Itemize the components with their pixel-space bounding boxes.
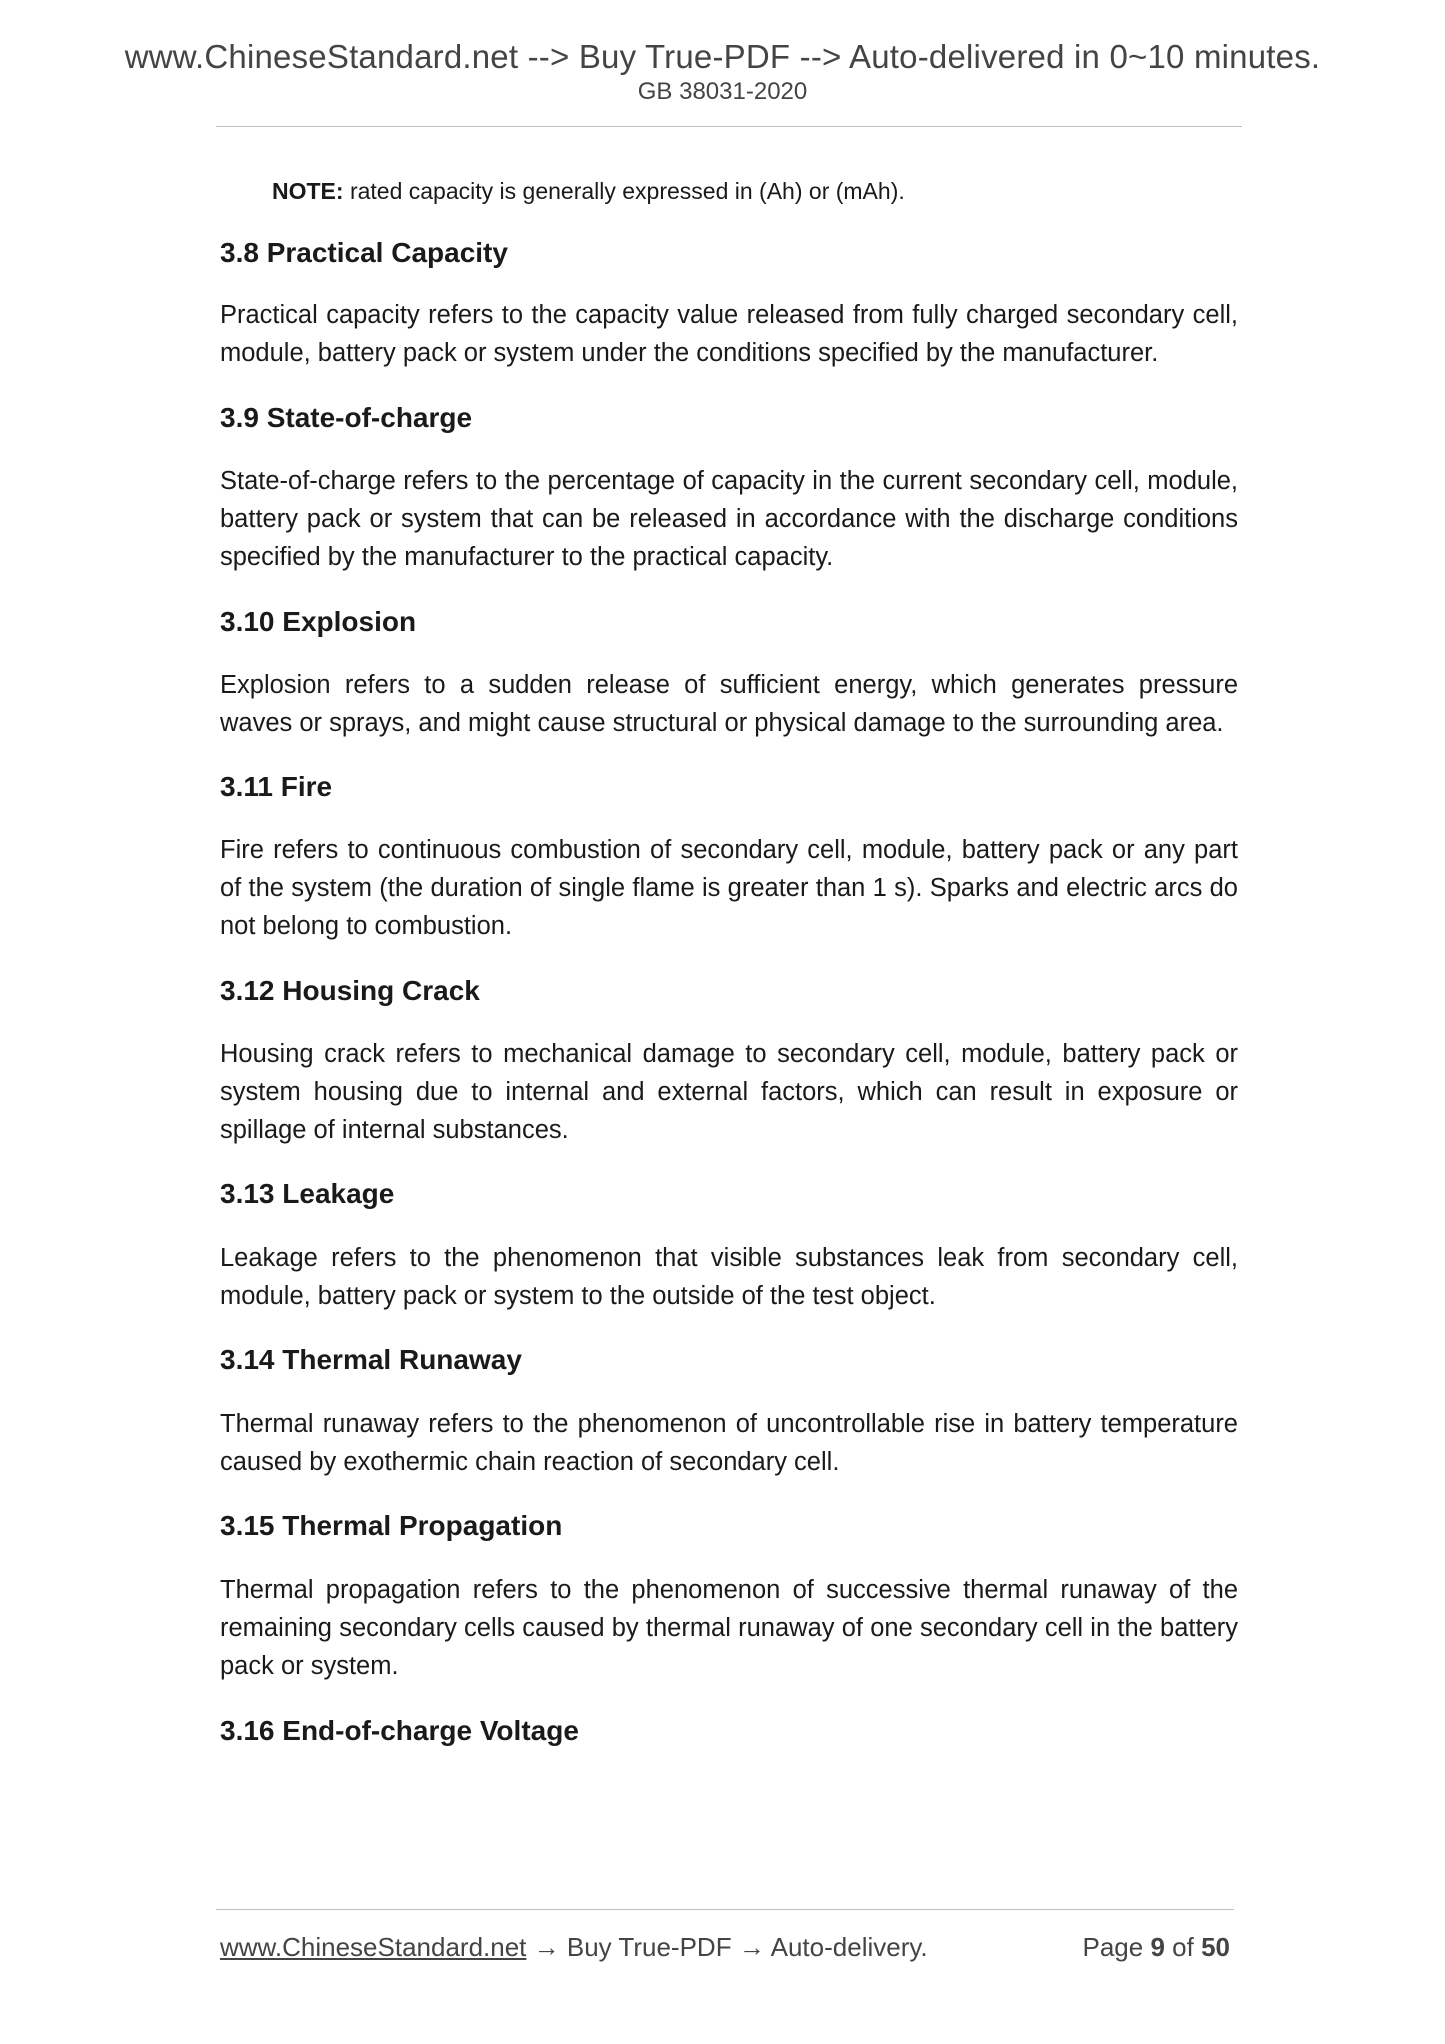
section-body-3-15: Thermal propagation refers to the phenomenon of successive thermal runaway of the remaining secondary cells caused by thermal runaway of one secondary cell in the battery pack or system.: [220, 1576, 1238, 1680]
section-body-3-9: State-of-charge refers to the percentage of capacity in the current secondary cell, module, battery pack or system that can be released in accordance with the discharge conditions specified by the manufacturer to the practical capacity.: [220, 467, 1238, 571]
note: [272, 172, 1238, 210]
section-body-3-13: Leakage refers to the phenomenon that visible substances leak from secondary cell, module, battery pack or system to the outside of the test object.: [220, 1244, 1238, 1310]
section-heading-3-9: 3.9 State-of-charge: [220, 402, 473, 433]
section-heading-3-10: 3.10 Explosion: [220, 606, 417, 637]
page-label: Page: [1082, 1932, 1144, 1962]
section-heading-3-14: 3.14 Thermal Runaway: [220, 1344, 522, 1375]
page-indicator: [1082, 1932, 1230, 1963]
standard-number: GB 38031-2020: [637, 78, 808, 105]
arrow-right-icon: →: [533, 1932, 560, 1962]
page-footer: [220, 1932, 1230, 1968]
page-current: 9: [1150, 1932, 1165, 1962]
section-heading-3-16: 3.16 End-of-charge Voltage: [220, 1715, 579, 1746]
footer-links: [220, 1932, 928, 1963]
section-heading-3-15: 3.15 Thermal Propagation: [220, 1510, 563, 1541]
header-divider: [216, 126, 1242, 127]
footer-divider: [216, 1909, 1234, 1910]
footer-site-link[interactable]: www.ChineseStandard.net: [220, 1932, 527, 1962]
section-heading-3-8: 3.8 Practical Capacity: [220, 237, 508, 268]
footer-buy-text: Buy True-PDF: [566, 1932, 732, 1962]
section-body-3-11: Fire refers to continuous combustion of secondary cell, module, battery pack or any part of the system (the duration of single flame is greater than 1 s). Sparks and electric arcs do not belong to combustion.: [220, 836, 1238, 940]
footer-auto-text: Auto-delivery.: [770, 1932, 928, 1962]
note-text: rated capacity is generally expressed in (Ah) or (mAh).: [349, 178, 905, 204]
section-body-3-12: Housing crack refers to mechanical damage to secondary cell, module, battery pack or system housing due to internal and external factors, which can result in exposure or spillage of internal substances.: [220, 1040, 1238, 1144]
arrow-right-icon: →: [738, 1932, 765, 1962]
document-body: [220, 172, 1238, 1751]
section-heading-3-11: 3.11 Fire: [220, 771, 333, 802]
section-heading-3-12: 3.12 Housing Crack: [220, 975, 480, 1006]
header-banner: www.ChineseStandard.net --> Buy True-PDF --> Auto-delivered in 0~10 minutes.: [124, 38, 1321, 75]
note-label: NOTE:: [272, 178, 344, 204]
page-of: of: [1172, 1932, 1194, 1962]
section-body-3-14: Thermal runaway refers to the phenomenon of uncontrollable rise in battery temperature caused by exothermic chain reaction of secondary cell.: [220, 1410, 1238, 1476]
section-heading-3-13: 3.13 Leakage: [220, 1178, 395, 1209]
section-body-3-10: Explosion refers to a sudden release of sufficient energy, which generates pressure waves or sprays, and might cause structural or physical damage to the surrounding area.: [220, 671, 1238, 737]
section-body-3-8: Practical capacity refers to the capacity value released from fully charged secondary cell, module, battery pack or system under the conditions specified by the manufacturer.: [220, 301, 1238, 367]
page-total: 50: [1201, 1932, 1230, 1962]
